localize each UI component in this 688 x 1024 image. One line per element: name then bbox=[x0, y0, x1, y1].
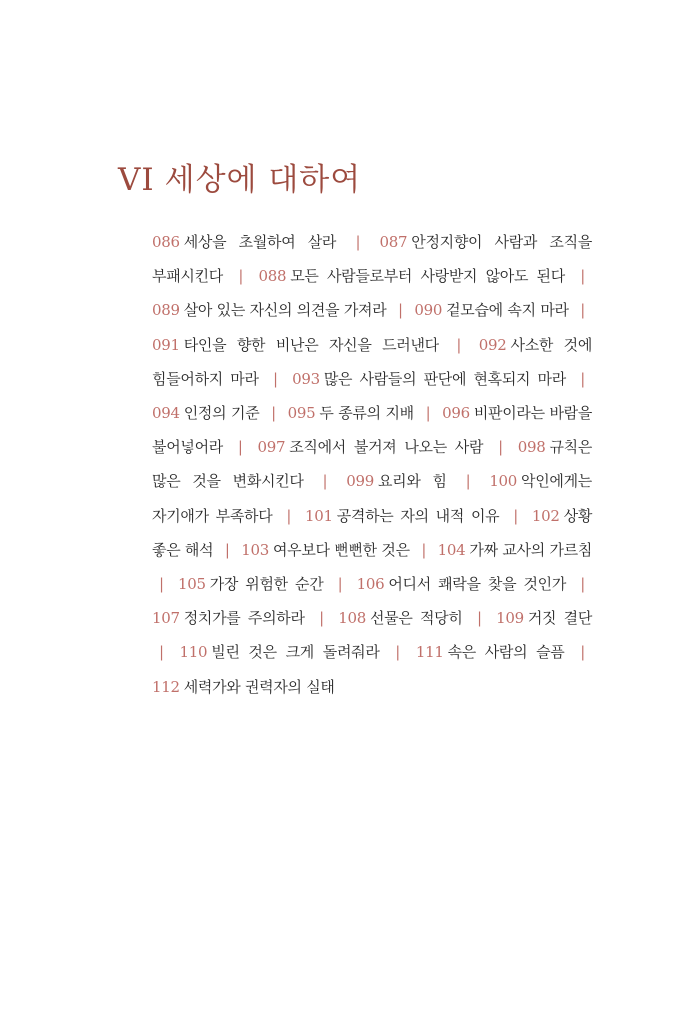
toc-entry-title: 타인을 향한 비난은 자신을 드러낸다 bbox=[183, 335, 439, 354]
toc-entry-number: 090 bbox=[414, 301, 443, 320]
toc-entry[interactable] bbox=[258, 438, 484, 456]
toc-separator: | bbox=[580, 575, 586, 594]
toc-entry-title: 규칙은 많은 것을 변화시킨다 bbox=[152, 438, 593, 491]
toc-separator: | bbox=[238, 267, 244, 286]
toc-entry[interactable] bbox=[416, 643, 565, 661]
toc-entry-number: 092 bbox=[478, 335, 507, 354]
toc-separator: | bbox=[355, 233, 361, 251]
toc-entry-number: 110 bbox=[179, 643, 208, 662]
toc-entry-title: 악인에게는 자기애가 부족하다 bbox=[152, 472, 592, 525]
toc-separator: | bbox=[224, 540, 230, 559]
toc-separator: | bbox=[513, 506, 518, 525]
toc-separator: | bbox=[322, 472, 328, 491]
toc-entry-number: 099 bbox=[346, 472, 374, 491]
toc-entry-number: 101 bbox=[305, 506, 333, 525]
toc-entry-number: 112 bbox=[152, 677, 180, 696]
toc-entry[interactable] bbox=[305, 507, 499, 525]
toc-separator: | bbox=[271, 404, 276, 423]
toc-entry-number: 094 bbox=[152, 404, 180, 423]
toc-separator: | bbox=[498, 438, 503, 457]
toc-entry-title: 요리와 힘 bbox=[377, 472, 447, 491]
toc-entry-number: 091 bbox=[152, 335, 180, 354]
toc-entry-title: 조직에서 불거져 나오는 사람 bbox=[289, 438, 484, 457]
toc-entry[interactable] bbox=[357, 575, 566, 593]
toc-entry-title: 세상을 초월하여 살라 bbox=[183, 233, 337, 251]
toc-entry-number: 109 bbox=[496, 609, 524, 628]
toc-separator: | bbox=[465, 472, 471, 491]
toc-entry[interactable] bbox=[152, 404, 259, 422]
toc-entry-title: 공격하는 자의 내적 이유 bbox=[336, 506, 500, 525]
toc-entry[interactable] bbox=[178, 575, 323, 593]
toc-entry[interactable] bbox=[338, 609, 462, 627]
toc-entry-title: 빌린 것은 크게 돌려줘라 bbox=[211, 643, 380, 662]
toc-entry-title: 선물은 적당히 bbox=[369, 609, 463, 628]
toc-entry-number: 089 bbox=[152, 301, 180, 320]
chapter-title bbox=[118, 160, 361, 200]
toc-entry-number: 087 bbox=[379, 233, 408, 251]
toc-entry[interactable] bbox=[414, 301, 568, 319]
toc-entry[interactable] bbox=[152, 609, 305, 627]
toc-separator: | bbox=[159, 643, 164, 662]
toc-separator: | bbox=[319, 609, 324, 628]
toc-entry[interactable] bbox=[258, 267, 564, 285]
toc-entry[interactable] bbox=[152, 678, 335, 696]
toc-separator: | bbox=[395, 643, 401, 662]
toc-entry-title: 가장 위험한 순간 bbox=[209, 575, 324, 594]
toc-entry-number: 095 bbox=[287, 404, 316, 423]
toc-entry-number: 088 bbox=[258, 267, 287, 286]
toc-entry[interactable] bbox=[346, 472, 446, 490]
toc-separator: | bbox=[456, 335, 462, 354]
toc-entry-title: 인정의 기준 bbox=[183, 404, 260, 423]
toc-entry-title: 속은 사람의 슬픔 bbox=[447, 643, 565, 662]
toc-entry-title: 정치가를 주의하라 bbox=[183, 609, 305, 628]
toc-entry-title: 안정지향이 사람과 조직을 부패시킨다 bbox=[152, 233, 593, 286]
toc-separator: | bbox=[580, 301, 586, 320]
toc-entry[interactable] bbox=[438, 541, 592, 559]
toc-entry-title: 비판이라는 바람을 불어넣어라 bbox=[152, 404, 593, 457]
table-of-contents bbox=[152, 225, 592, 704]
toc-entry-number: 097 bbox=[257, 438, 286, 457]
toc-entry-title: 많은 사람들의 판단에 현혹되지 마라 bbox=[323, 369, 566, 388]
toc-entry-title: 겉모습에 속지 마라 bbox=[446, 301, 569, 320]
toc-entry-title: 가짜 교사의 가르침 bbox=[469, 540, 593, 559]
toc-entry[interactable] bbox=[180, 643, 380, 661]
toc-entry[interactable] bbox=[496, 609, 592, 627]
toc-entry-number: 111 bbox=[415, 643, 444, 662]
toc-entry-title: 어디서 쾌락을 찾을 것인가 bbox=[388, 575, 567, 594]
toc-separator: | bbox=[286, 506, 292, 525]
toc-entry-number: 104 bbox=[437, 540, 466, 559]
toc-entry[interactable] bbox=[152, 233, 336, 251]
toc-separator: | bbox=[337, 575, 343, 594]
toc-entry[interactable] bbox=[292, 370, 566, 388]
toc-separator: | bbox=[398, 301, 403, 320]
toc-entry-title: 상황 좋은 해석 bbox=[152, 506, 593, 559]
chapter-roman-numeral: VI bbox=[118, 162, 155, 198]
toc-entry-number: 106 bbox=[356, 575, 385, 594]
toc-entry-title: 사소한 것에 힘들어하지 마라 bbox=[152, 335, 593, 388]
toc-separator: | bbox=[476, 609, 482, 628]
toc-separator: | bbox=[580, 369, 586, 388]
toc-entry-number: 093 bbox=[292, 369, 320, 388]
toc-entry-number: 105 bbox=[177, 575, 206, 594]
toc-entry-title: 거짓 결단 bbox=[527, 609, 593, 628]
toc-separator: | bbox=[425, 404, 431, 423]
toc-separator: | bbox=[580, 643, 586, 662]
toc-separator: | bbox=[580, 267, 586, 286]
toc-entry-title: 모든 사람들로부터 사랑받지 않아도 된다 bbox=[290, 267, 565, 286]
toc-entry-title: 두 종류의 지배 bbox=[319, 404, 414, 423]
toc-entry[interactable] bbox=[241, 541, 410, 559]
toc-entry[interactable] bbox=[152, 336, 439, 354]
toc-entry-title: 세력가와 권력자의 실태 bbox=[183, 677, 335, 696]
toc-entry-number: 102 bbox=[531, 506, 560, 525]
toc-entry-number: 086 bbox=[152, 233, 180, 251]
toc-entry-title: 살아 있는 자신의 의견을 가져라 bbox=[183, 301, 387, 320]
toc-separator: | bbox=[159, 575, 164, 594]
toc-entry[interactable] bbox=[152, 301, 386, 319]
toc-entry-title: 여우보다 뻔뻔한 것은 bbox=[272, 540, 410, 559]
toc-entry-number: 098 bbox=[517, 438, 546, 457]
toc-entry-number: 107 bbox=[152, 609, 180, 628]
toc-entry-number: 103 bbox=[241, 540, 269, 559]
toc-separator: | bbox=[237, 438, 243, 457]
toc-entry-number: 100 bbox=[489, 472, 518, 491]
toc-separator: | bbox=[421, 540, 427, 559]
toc-entry-number: 096 bbox=[442, 404, 470, 423]
toc-entry-number: 108 bbox=[338, 609, 366, 628]
chapter-title-text: 세상에 대하여 bbox=[164, 162, 362, 198]
toc-separator: | bbox=[272, 369, 278, 388]
toc-entry[interactable] bbox=[288, 404, 414, 422]
